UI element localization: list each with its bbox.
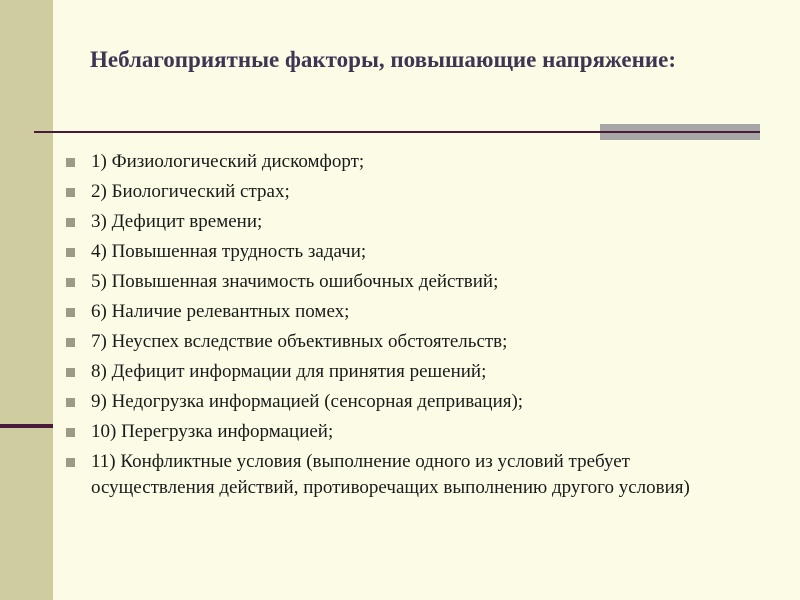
- title-divider: [34, 131, 600, 133]
- list-item-text: 2) Биологический страх;: [91, 181, 290, 202]
- list-item: [66, 179, 746, 205]
- square-bullet-icon: [66, 368, 75, 377]
- square-bullet-icon: [66, 188, 75, 197]
- square-bullet-icon: [66, 428, 75, 437]
- square-bullet-icon: [66, 278, 75, 287]
- list-item-text: 9) Недогрузка информацией (сенсорная депривация);: [91, 391, 524, 412]
- square-bullet-icon: [66, 398, 75, 407]
- square-bullet-icon: [66, 248, 75, 257]
- list-item-text: 8) Дефицит информации для принятия решений;: [91, 361, 487, 382]
- square-bullet-icon: [66, 338, 75, 347]
- list-item-text: 3) Дефицит времени;: [91, 211, 263, 232]
- list-item: [66, 449, 746, 501]
- list-item: [66, 329, 746, 355]
- square-bullet-icon: [66, 158, 75, 167]
- list-item: [66, 269, 746, 295]
- square-bullet-icon: [66, 458, 75, 467]
- square-bullet-icon: [66, 308, 75, 317]
- factor-list: [66, 149, 746, 505]
- divider-block-line: [600, 131, 760, 133]
- list-item: [66, 389, 746, 415]
- list-item-text: 1) Физиологический дискомфорт;: [91, 151, 365, 172]
- list-item-text: 7) Неуспех вследствие объективных обстоятельств;: [91, 331, 508, 352]
- list-item: [66, 359, 746, 385]
- left-accent-bar: [0, 424, 53, 428]
- list-item-text: 10) Перегрузка информацией;: [91, 421, 334, 442]
- square-bullet-icon: [66, 218, 75, 227]
- list-item-text: 4) Повышенная трудность задачи;: [91, 241, 367, 262]
- list-item: [66, 419, 746, 445]
- list-item-text: 6) Наличие релевантных помех;: [91, 301, 350, 322]
- list-item: [66, 209, 746, 235]
- left-decorative-band: [0, 0, 53, 600]
- list-item: [66, 149, 746, 175]
- list-item: [66, 299, 746, 325]
- list-item-text: 11) Конфликтные условия (выполнение одного из условий требует осуществления действий, противоречащих выполнению другого условия): [91, 451, 690, 498]
- list-item: [66, 239, 746, 265]
- slide-title: Неблагоприятные факторы, повышающие напряжение:: [90, 47, 676, 72]
- list-item-text: 5) Повышенная значимость ошибочных действий;: [91, 271, 499, 292]
